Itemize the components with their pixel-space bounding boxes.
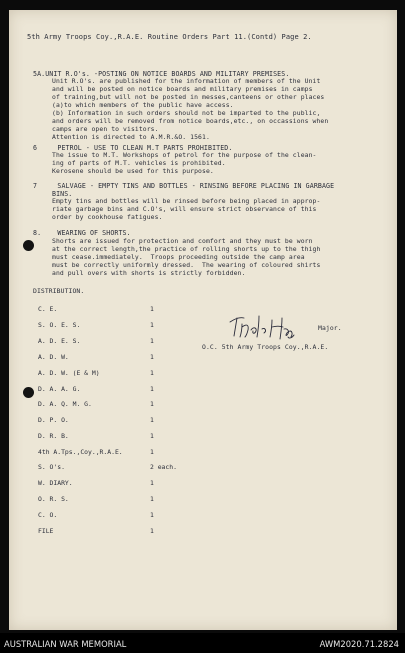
distribution-qty: 1 bbox=[150, 495, 154, 503]
distribution-qty: 1 bbox=[150, 353, 154, 361]
distribution-name: A. D. W. (E & M) bbox=[38, 369, 100, 377]
footer-institution: AUSTRALIAN WAR MEMORIAL bbox=[4, 639, 127, 649]
distribution-name: A. D. E. S. bbox=[38, 337, 81, 345]
distribution-name: A. D. W. bbox=[38, 353, 69, 361]
distribution-name: D. A. Q. M. G. bbox=[38, 400, 92, 408]
handwritten-signature bbox=[226, 310, 314, 340]
distribution-qty: 1 bbox=[150, 479, 154, 487]
section-6-line-2: ing of parts of M.T. vehicles is prohibited. bbox=[52, 159, 226, 167]
section-8-line-3: must cease.immediately. Troops proceeding outside the camp area bbox=[52, 253, 305, 261]
distribution-name: D. P. O. bbox=[38, 416, 69, 424]
section-6-title: 6 PETROL - USE TO CLEAN M.T PARTS PROHIBITED. bbox=[33, 144, 233, 152]
section-8-line-2: at the correct length,the practice of rolling shorts up to the thigh bbox=[52, 245, 321, 253]
section-7-title-cont: BINS. bbox=[52, 190, 73, 198]
section-5a-line-7: camps are open to visitors. bbox=[52, 125, 159, 133]
distribution-name: C. O. bbox=[38, 511, 58, 519]
distribution-qty: 1 bbox=[150, 321, 154, 329]
distribution-qty: 1 bbox=[150, 416, 154, 424]
distribution-name: D. A. A. G. bbox=[38, 385, 81, 393]
distribution-name: FILE bbox=[38, 527, 54, 535]
section-5a-line-4: (a)to which members of the public have access. bbox=[52, 101, 234, 109]
section-8-line-5: and pull overs with shorts is strictly forbidden. bbox=[52, 269, 246, 277]
section-8-title: 8. WEARING OF SHORTS. bbox=[33, 229, 131, 237]
section-7-line-1: Empty tins and bottles will be rinsed before being placed in approp- bbox=[52, 197, 321, 205]
distribution-name: S. O's. bbox=[38, 463, 65, 471]
distribution-qty: 1 bbox=[150, 369, 154, 377]
section-5a-line-6: and orders will be removed from notice boards,etc., on occassions when bbox=[52, 117, 329, 125]
section-7-title: 7 SALVAGE - EMPTY TINS AND BOTTLES - RINSING BEFORE PLACING IN GARBAGE bbox=[33, 182, 335, 190]
section-5a-line-3: of training,but will not be posted in messes,canteens or other places bbox=[52, 93, 325, 101]
signature-rank: Major. bbox=[318, 324, 342, 332]
distribution-qty: 2 each. bbox=[150, 463, 177, 471]
distribution-name: S. O. E. S. bbox=[38, 321, 81, 329]
section-8-line-1: Shorts are issued for protection and comfort and they must be worn bbox=[52, 237, 313, 245]
distribution-qty: 1 bbox=[150, 337, 154, 345]
section-6-line-3: Kerosene should be used for this purpose. bbox=[52, 167, 214, 175]
section-6-line-1: The issue to M.T. Workshops of petrol for the purpose of the clean- bbox=[52, 151, 317, 159]
section-5a-line-1: Unit R.O's. are published for the information of members of the Unit bbox=[52, 77, 321, 85]
page-header: 5th Army Troops Coy.,R.A.E. Routine Orders Part 11.(Contd) Page 2. bbox=[27, 33, 312, 41]
distribution-qty: 1 bbox=[150, 511, 154, 519]
distribution-qty: 1 bbox=[150, 385, 154, 393]
signature-title: O.C. 5th Army Troops Coy.,R.A.E. bbox=[202, 343, 329, 351]
distribution-name: O. R. S. bbox=[38, 495, 69, 503]
distribution-name: C. E. bbox=[38, 305, 58, 313]
punch-hole bbox=[23, 387, 34, 398]
distribution-name: W. DIARY. bbox=[38, 479, 73, 487]
distribution-qty: 1 bbox=[150, 527, 154, 535]
section-5a-line-5: (b) Information in such orders should not be imparted to the public, bbox=[52, 109, 321, 117]
distribution-name: D. R. B. bbox=[38, 432, 69, 440]
section-5a-line-2: and will be posted on notice boards and military premises in camps bbox=[52, 85, 313, 93]
distribution-qty: 1 bbox=[150, 305, 154, 313]
section-5a-title: 5A.UNIT R.O's. -POSTING ON NOTICE BOARDS AND MILITARY PREMISES. bbox=[33, 70, 290, 78]
distribution-qty: 1 bbox=[150, 448, 154, 456]
punch-hole bbox=[23, 240, 34, 251]
section-7-line-3: order by cookhouse fatigues. bbox=[52, 213, 163, 221]
distribution-qty: 1 bbox=[150, 400, 154, 408]
archive-footer bbox=[0, 633, 405, 653]
section-8-line-4: must be correctly uniformly dressed. The wearing of coloured shirts bbox=[52, 261, 321, 269]
section-7-line-2: riate garbage bins and C.O's, will ensure strict observance of this bbox=[52, 205, 317, 213]
distribution-qty: 1 bbox=[150, 432, 154, 440]
footer-accession-number: AWM2020.71.2824 bbox=[319, 639, 399, 649]
section-5a-line-8: Attention is directed to A.M.R.&O. 1561. bbox=[52, 133, 210, 141]
distribution-title: DISTRIBUTION. bbox=[33, 287, 85, 295]
distribution-name: 4th A.Tps.,Coy.,R.A.E. bbox=[38, 448, 123, 456]
